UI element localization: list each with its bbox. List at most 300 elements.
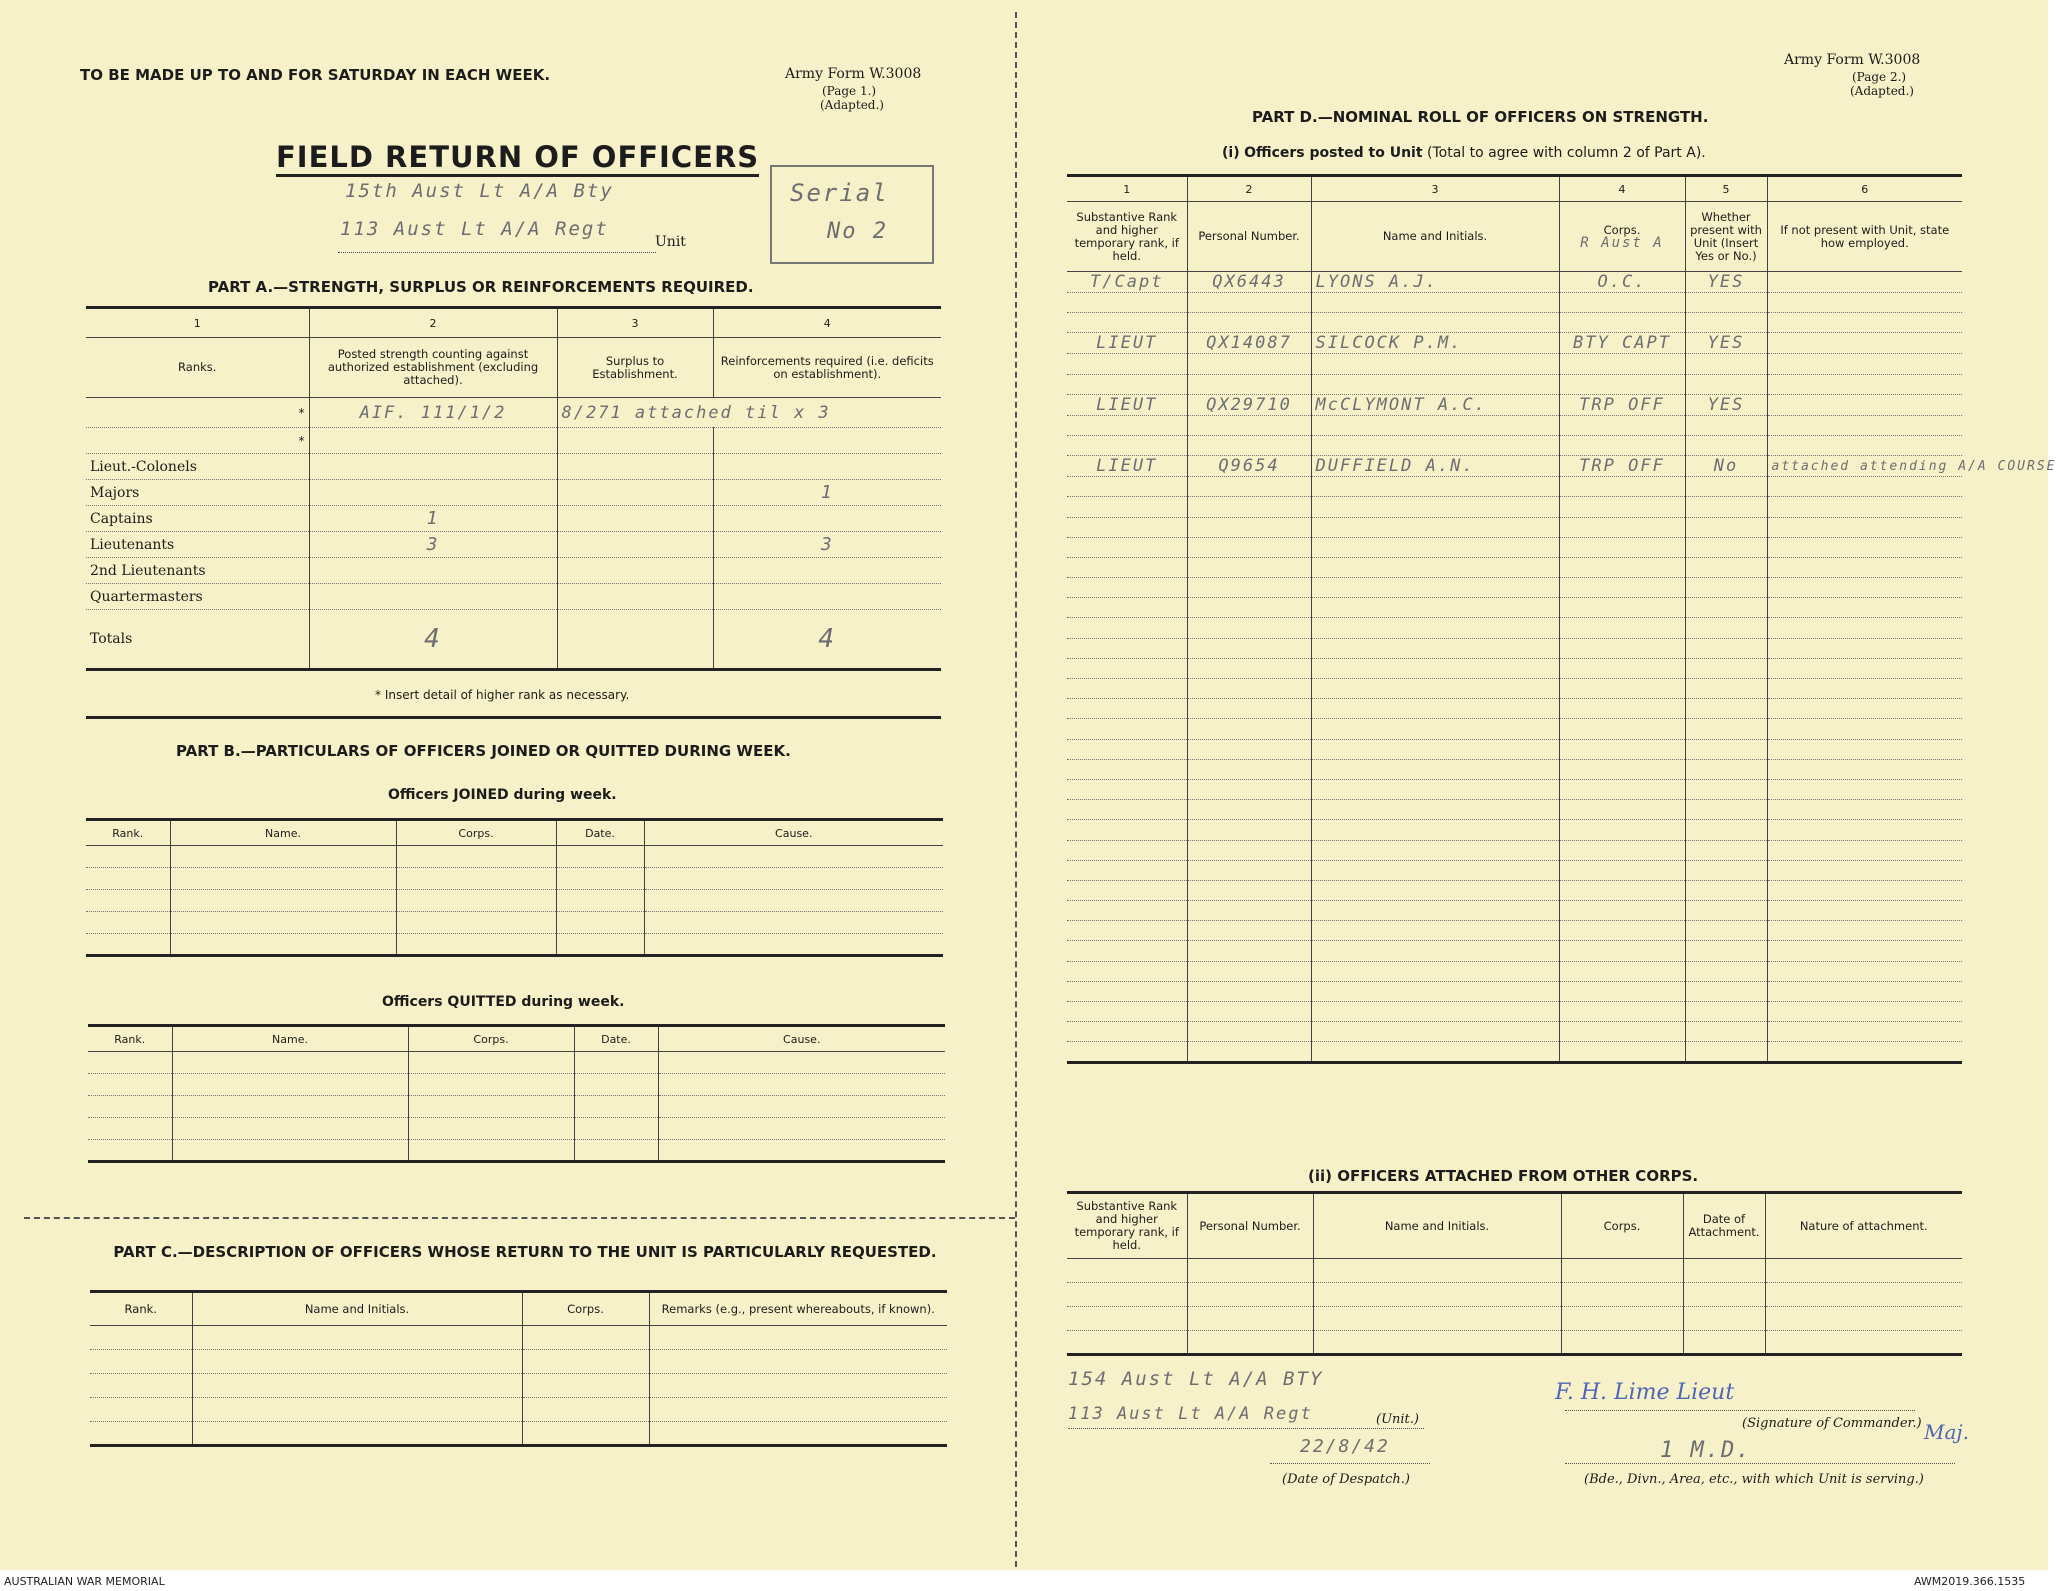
roll-cell-number [1187, 759, 1311, 779]
roll-cell-rank [1067, 497, 1187, 517]
nominal-roll-row [1067, 477, 1962, 497]
roll-cell-rank [1067, 759, 1187, 779]
roll-cell-employed [1767, 941, 1962, 961]
part-c-heading: PART C.—DESCRIPTION OF OFFICERS WHOSE RETURN TO THE UNIT IS PARTICULARLY REQUESTED. [113, 1243, 937, 1261]
part-a-header-reinforcements: Reinforcements required (i.e. deficits on establishment). [713, 338, 941, 398]
roll-cell-employed [1767, 374, 1962, 394]
roll-cell-rank [1067, 981, 1187, 1001]
part-d-heading: PART D.—NOMINAL ROLL OF OFFICERS ON STRENGTH. [1252, 108, 1709, 126]
surplus-value [557, 532, 713, 558]
roll-cell-name [1311, 779, 1559, 799]
roll-cell-present [1685, 1042, 1767, 1062]
hand-attached-note: 8/271 attached til x 3 [557, 398, 941, 428]
reinf-value: 1 [713, 480, 941, 506]
roll-cell-number [1187, 658, 1311, 678]
roll-cell-corps [1559, 293, 1685, 313]
rank-label: Quartermasters [86, 584, 309, 610]
signoff-date-label: (Date of Despatch.) [1282, 1472, 1411, 1487]
roll-cell-employed [1767, 739, 1962, 759]
reinf-value [713, 584, 941, 610]
roll-cell-name [1311, 477, 1559, 497]
roll-cell-corps [1559, 961, 1685, 981]
roll-cell-employed [1767, 557, 1962, 577]
totals-reinf: 4 [713, 610, 941, 670]
hand-posted-note: AIF. 111/1/2 [309, 398, 557, 428]
roll-cell-present: YES [1685, 333, 1767, 354]
posted-value [309, 480, 557, 506]
roll-cell-name [1311, 1042, 1559, 1062]
bde-label: (Bde., Divn., Area, etc., with which Unit is serving.) [1584, 1472, 1924, 1487]
col-corps [1559, 202, 1685, 272]
roll-cell-name [1311, 557, 1559, 577]
roll-cell-corps [1559, 374, 1685, 394]
nominal-roll-row [1067, 981, 1962, 1001]
roll-cell-employed [1767, 779, 1962, 799]
unit-handwriting-2: 113 Aust Lt A/A Regt [340, 218, 609, 240]
commander-signature: F. H. Lime Lieut [1555, 1380, 1735, 1405]
roll-cell-corps [1559, 1022, 1685, 1042]
roll-cell-employed [1767, 820, 1962, 840]
roll-cell-present [1685, 820, 1767, 840]
roll-cell-rank [1067, 293, 1187, 313]
nominal-roll-row [1067, 820, 1962, 840]
col-personal-number: Personal Number. [1187, 202, 1311, 272]
roll-cell-number: Q9654 [1187, 456, 1311, 477]
roll-cell-name [1311, 598, 1559, 618]
roll-cell-employed [1767, 293, 1962, 313]
part-a-footnote: * Insert detail of higher rank as necessary. [375, 688, 630, 702]
roll-cell-number [1187, 840, 1311, 860]
roll-cell-name [1311, 313, 1559, 333]
roll-cell-number [1187, 293, 1311, 313]
roll-cell-corps [1559, 941, 1685, 961]
roll-cell-name [1311, 618, 1559, 638]
col-name-initials: Name and Initials. [1311, 202, 1559, 272]
signoff-unit-label: (Unit.) [1376, 1412, 1419, 1427]
roll-cell-corps [1559, 1002, 1685, 1022]
nominal-roll-row [1067, 800, 1962, 820]
roll-cell-number [1187, 800, 1311, 820]
part-a-colnum-3: 3 [557, 308, 713, 338]
roll-cell-name: SILCOCK P.M. [1311, 333, 1559, 354]
roll-cell-employed [1767, 537, 1962, 557]
roll-cell-number [1187, 779, 1311, 799]
roll-cell-rank [1067, 313, 1187, 333]
roll-cell-employed [1767, 313, 1962, 333]
roll-cell-number [1187, 415, 1311, 435]
roll-cell-present [1685, 374, 1767, 394]
roll-cell-number [1187, 699, 1311, 719]
roll-cell-present [1685, 537, 1767, 557]
nominal-roll-row [1067, 517, 1962, 537]
signature-rank: Maj. [1924, 1420, 1969, 1444]
col-personal-number: Personal Number. [1187, 1193, 1313, 1259]
col-date-attachment: Date of Attachment. [1683, 1193, 1765, 1259]
roll-cell-present: No [1685, 456, 1767, 477]
part-d-colnum: 1 [1067, 176, 1187, 202]
col-rank: Rank. [86, 820, 170, 846]
roll-cell-employed [1767, 354, 1962, 374]
roll-cell-name [1311, 537, 1559, 557]
part-a-header-posted: Posted strength counting against authorized establishment (excluding attached). [309, 338, 557, 398]
roll-cell-rank [1067, 658, 1187, 678]
nominal-roll-row [1067, 1002, 1962, 1022]
roll-cell-name [1311, 578, 1559, 598]
joined-table [86, 818, 943, 957]
posted-value [309, 454, 557, 480]
star-marker: * [86, 398, 309, 428]
roll-cell-corps [1559, 921, 1685, 941]
roll-cell-employed [1767, 921, 1962, 941]
adapted-label-right: (Adapted.) [1850, 84, 1914, 98]
roll-cell-present [1685, 1022, 1767, 1042]
roll-cell-number [1187, 860, 1311, 880]
roll-cell-rank [1067, 699, 1187, 719]
nominal-roll-row [1067, 638, 1962, 658]
posted-value [309, 584, 557, 610]
page-title: FIELD RETURN OF OFFICERS [276, 140, 759, 177]
roll-cell-number [1187, 921, 1311, 941]
roll-cell-name [1311, 354, 1559, 374]
part-a-heading: PART A.—STRENGTH, SURPLUS OR REINFORCEMENTS REQUIRED. [208, 278, 754, 296]
roll-cell-name [1311, 901, 1559, 921]
roll-cell-rank: LIEUT [1067, 333, 1187, 354]
roll-cell-number [1187, 477, 1311, 497]
roll-cell-employed [1767, 272, 1962, 293]
roll-cell-present [1685, 679, 1767, 699]
roll-cell-present [1685, 699, 1767, 719]
part-d-rows [1067, 272, 2056, 1063]
part-d-colnum: 6 [1767, 176, 1962, 202]
part-a-header-ranks: Ranks. [86, 338, 309, 398]
serial-stamp [770, 165, 934, 264]
attached-table [1067, 1191, 1962, 1356]
roll-cell-corps [1559, 598, 1685, 618]
roll-cell-name [1311, 638, 1559, 658]
roll-cell-name [1311, 820, 1559, 840]
date-line [1270, 1463, 1430, 1464]
corps-hand-note: R Aust A [1580, 234, 1664, 251]
surplus-value [557, 454, 713, 480]
roll-cell-corps [1559, 820, 1685, 840]
roll-cell-corps [1559, 981, 1685, 1001]
posted-value [309, 558, 557, 584]
bde-hand: 1 M.D. [1660, 1438, 1752, 1463]
roll-cell-name [1311, 739, 1559, 759]
part-a-table [86, 306, 941, 671]
nominal-roll-row [1067, 1022, 1962, 1042]
nominal-roll-row [1067, 901, 1962, 921]
reinf-value [713, 454, 941, 480]
col-nature-attachment: Nature of attachment. [1765, 1193, 1962, 1259]
nominal-roll-row [1067, 497, 1962, 517]
part-d-table [1067, 174, 2056, 1064]
roll-cell-rank [1067, 557, 1187, 577]
col-employed: If not present with Unit, state how employed. [1767, 202, 1962, 272]
roll-cell-employed [1767, 840, 1962, 860]
nominal-roll-row [1067, 699, 1962, 719]
nominal-roll-row [1067, 618, 1962, 638]
signoff-date-hand: 22/8/42 [1300, 1436, 1390, 1457]
roll-cell-corps [1559, 679, 1685, 699]
roll-cell-rank [1067, 941, 1187, 961]
roll-cell-employed [1767, 981, 1962, 1001]
col-rank: Rank. [90, 1292, 192, 1326]
roll-cell-name [1311, 679, 1559, 699]
nominal-roll-row [1067, 961, 1962, 981]
surplus-value [557, 558, 713, 584]
part-a-colnum-2: 2 [309, 308, 557, 338]
sub-i-bold: Officers posted to Unit [1244, 145, 1423, 161]
roll-cell-corps [1559, 901, 1685, 921]
roll-cell-rank: LIEUT [1067, 456, 1187, 477]
roll-cell-present [1685, 719, 1767, 739]
roll-cell-present [1685, 901, 1767, 921]
roll-cell-employed [1767, 477, 1962, 497]
roll-cell-employed [1767, 800, 1962, 820]
roll-cell-rank [1067, 435, 1187, 455]
roll-cell-rank [1067, 719, 1187, 739]
rank-label: Lieut.-Colonels [86, 454, 309, 480]
roll-cell-name [1311, 800, 1559, 820]
surplus-value [557, 480, 713, 506]
roll-cell-number [1187, 497, 1311, 517]
roll-cell-name [1311, 840, 1559, 860]
col-remarks: Remarks (e.g., present whereabouts, if known). [649, 1292, 947, 1326]
roll-cell-employed [1767, 1022, 1962, 1042]
reinf-value [713, 558, 941, 584]
roll-cell-present [1685, 658, 1767, 678]
roll-cell-corps [1559, 759, 1685, 779]
roll-cell-name [1311, 961, 1559, 981]
nominal-roll-row [1067, 679, 1962, 699]
roll-cell-name [1311, 435, 1559, 455]
part-a-header-surplus: Surplus to Establishment. [557, 338, 713, 398]
roll-cell-number [1187, 1042, 1311, 1062]
col-corps: Corps. [408, 1026, 574, 1052]
part-d-subheading-ii: (ii) OFFICERS ATTACHED FROM OTHER CORPS. [1308, 1167, 1699, 1185]
part-d-colnum: 5 [1685, 176, 1767, 202]
col-name-initials: Name and Initials. [1313, 1193, 1561, 1259]
roll-cell-corps [1559, 537, 1685, 557]
form-number-right: Army Form W.3008 [1784, 52, 1921, 68]
roll-cell-corps [1559, 860, 1685, 880]
nominal-roll-row [1067, 557, 1962, 577]
roll-cell-present: YES [1685, 394, 1767, 415]
nominal-roll-row [1067, 374, 1962, 394]
roll-cell-rank [1067, 354, 1187, 374]
page-number: (Page 1.) [822, 84, 877, 98]
sub-i-prefix: (i) [1222, 145, 1240, 161]
fold-line-horizontal [24, 1217, 1015, 1219]
nominal-roll-row [1067, 435, 1962, 455]
roll-cell-corps [1559, 638, 1685, 658]
roll-cell-present [1685, 557, 1767, 577]
col-date: Date. [574, 1026, 658, 1052]
roll-cell-number [1187, 961, 1311, 981]
roll-cell-rank [1067, 638, 1187, 658]
reinf-value: 3 [713, 532, 941, 558]
part-d-subheading-i [1222, 145, 1706, 161]
quitted-heading: Officers QUITTED during week. [382, 994, 625, 1010]
roll-cell-present [1685, 961, 1767, 981]
roll-cell-corps [1559, 435, 1685, 455]
roll-cell-present [1685, 840, 1767, 860]
col-cause: Cause. [658, 1026, 945, 1052]
rank-label: Lieutenants [86, 532, 309, 558]
roll-cell-employed [1767, 638, 1962, 658]
nominal-roll-row [1067, 719, 1962, 739]
roll-cell-corps [1559, 779, 1685, 799]
col-corps: Corps. [1561, 1193, 1683, 1259]
roll-cell-employed [1767, 333, 1962, 354]
signoff-unit-hand-2: 113 Aust Lt A/A Regt [1068, 1404, 1313, 1424]
nominal-roll-row [1067, 456, 1962, 477]
roll-cell-present [1685, 759, 1767, 779]
roll-cell-employed [1767, 759, 1962, 779]
roll-cell-number [1187, 638, 1311, 658]
roll-cell-corps [1559, 800, 1685, 820]
joined-heading: Officers JOINED during week. [388, 787, 617, 803]
posted-value: 1 [309, 506, 557, 532]
col-date: Date. [556, 820, 644, 846]
roll-cell-corps [1559, 517, 1685, 537]
totals-label: Totals [86, 610, 309, 670]
roll-cell-present [1685, 598, 1767, 618]
roll-cell-name [1311, 658, 1559, 678]
roll-cell-corps: O.C. [1559, 272, 1685, 293]
roll-cell-corps [1559, 497, 1685, 517]
roll-cell-employed [1767, 497, 1962, 517]
part-d-colnum: 2 [1187, 176, 1311, 202]
roll-cell-name [1311, 1002, 1559, 1022]
roll-cell-present [1685, 497, 1767, 517]
roll-cell-employed [1767, 719, 1962, 739]
part-a-colnum-4: 4 [713, 308, 941, 338]
roll-cell-rank [1067, 618, 1187, 638]
roll-cell-name [1311, 1022, 1559, 1042]
roll-cell-name [1311, 880, 1559, 900]
col-corps-label: Corps. [1603, 222, 1641, 237]
roll-cell-present [1685, 354, 1767, 374]
roll-cell-rank [1067, 477, 1187, 497]
roll-cell-present [1685, 415, 1767, 435]
roll-cell-number [1187, 435, 1311, 455]
roll-cell-corps: BTY CAPT [1559, 333, 1685, 354]
cell [557, 610, 713, 670]
roll-cell-rank [1067, 1002, 1187, 1022]
quitted-table [88, 1024, 945, 1163]
roll-cell-rank [1067, 800, 1187, 820]
roll-cell-employed [1767, 435, 1962, 455]
roll-cell-present [1685, 618, 1767, 638]
roll-cell-number [1187, 981, 1311, 1001]
unit-line [338, 252, 656, 253]
roll-cell-number [1187, 517, 1311, 537]
roll-cell-number [1187, 578, 1311, 598]
roll-cell-corps [1559, 415, 1685, 435]
roll-cell-rank [1067, 679, 1187, 699]
rank-label: Captains [86, 506, 309, 532]
roll-cell-employed [1767, 598, 1962, 618]
nominal-roll-row [1067, 354, 1962, 374]
roll-cell-employed [1767, 578, 1962, 598]
roll-cell-name [1311, 860, 1559, 880]
roll-cell-employed [1767, 658, 1962, 678]
roll-cell-number [1187, 618, 1311, 638]
roll-cell-present [1685, 293, 1767, 313]
roll-cell-employed [1767, 618, 1962, 638]
roll-cell-rank [1067, 598, 1187, 618]
stamp-number-text: No 2 [827, 219, 888, 244]
roll-cell-corps: TRP OFF [1559, 394, 1685, 415]
fold-line-vertical [1015, 12, 1017, 1567]
roll-cell-employed [1767, 415, 1962, 435]
unit-line [1068, 1428, 1424, 1429]
roll-cell-name: McCLYMONT A.C. [1311, 394, 1559, 415]
roll-cell-corps [1559, 719, 1685, 739]
roll-cell-rank [1067, 901, 1187, 921]
roll-cell-name [1311, 921, 1559, 941]
nominal-roll-row [1067, 313, 1962, 333]
roll-cell-number [1187, 537, 1311, 557]
roll-cell-number: QX14087 [1187, 333, 1311, 354]
nominal-roll-row [1067, 739, 1962, 759]
col-corps: Corps. [522, 1292, 649, 1326]
roll-cell-rank [1067, 415, 1187, 435]
roll-cell-number [1187, 941, 1311, 961]
roll-cell-present: YES [1685, 272, 1767, 293]
nominal-roll-row [1067, 880, 1962, 900]
col-substantive-rank: Substantive Rank and higher temporary rank, if held. [1067, 1193, 1187, 1259]
footer-left: AUSTRALIAN WAR MEMORIAL [4, 1575, 165, 1588]
adapted-label: (Adapted.) [820, 98, 884, 112]
roll-cell-corps [1559, 880, 1685, 900]
nominal-roll-row [1067, 537, 1962, 557]
cell [713, 428, 941, 454]
nominal-roll-row [1067, 578, 1962, 598]
roll-cell-corps [1559, 739, 1685, 759]
roll-cell-number [1187, 719, 1311, 739]
nominal-roll-row [1067, 941, 1962, 961]
roll-cell-employed [1767, 1042, 1962, 1062]
footer-right: AWM2019.366.1535 [1914, 1575, 2026, 1588]
roll-cell-number [1187, 901, 1311, 921]
roll-cell-name [1311, 517, 1559, 537]
totals-posted: 4 [309, 610, 557, 670]
col-name: Name. [170, 820, 396, 846]
roll-cell-name [1311, 981, 1559, 1001]
page-number-right: (Page 2.) [1852, 70, 1907, 84]
roll-cell-number [1187, 1022, 1311, 1042]
roll-cell-corps: TRP OFF [1559, 456, 1685, 477]
col-rank: Rank. [88, 1026, 172, 1052]
roll-cell-present [1685, 779, 1767, 799]
nominal-roll-row [1067, 779, 1962, 799]
rank-label: Majors [86, 480, 309, 506]
roll-cell-number: QX6443 [1187, 272, 1311, 293]
roll-cell-rank [1067, 961, 1187, 981]
nominal-roll-row [1067, 921, 1962, 941]
roll-cell-name [1311, 699, 1559, 719]
signature-line [1565, 1410, 1915, 1411]
col-substantive-rank: Substantive Rank and higher temporary rank, if held. [1067, 202, 1187, 272]
roll-cell-present [1685, 921, 1767, 941]
roll-cell-employed [1767, 860, 1962, 880]
roll-cell-employed [1767, 901, 1962, 921]
rule [86, 716, 941, 719]
part-d-colnum: 4 [1559, 176, 1685, 202]
